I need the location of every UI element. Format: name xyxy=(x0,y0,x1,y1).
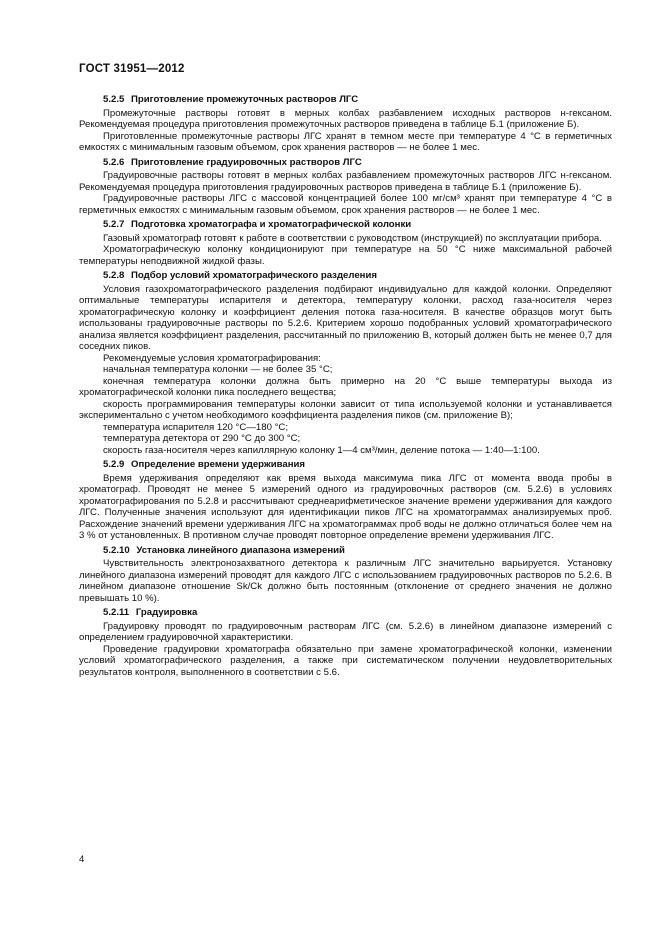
document-body xyxy=(79,94,612,678)
section-heading xyxy=(79,157,612,169)
section-title: Градуировка xyxy=(135,607,198,618)
section-5-2-5 xyxy=(79,94,612,154)
section-heading xyxy=(79,459,612,471)
section-5-2-7 xyxy=(79,219,612,267)
section-heading xyxy=(79,607,612,619)
section-title: Установка линейного диапазона измерений xyxy=(136,544,345,556)
section-5-2-6 xyxy=(79,157,612,217)
paragraph: скорость программирования температуры колонки зависит от типа используемой колонки и устанавливается экспериментально с учетом необходимого коэффициента разделения пиков (см. приложение В); xyxy=(79,398,612,421)
paragraph: Чувствительность электронозахватного детектора к различным ЛГС значительно варьируется. Установку линейного диапазона измерений проводят для каждого ЛГС с использованием градуировочных растворов по 5.2.6. В линейном диапазоне отношение Sk/Ck должно быть постоянным (отклонение от среднего значения не должно превышать 10 %). xyxy=(79,558,612,604)
section-heading xyxy=(79,270,612,282)
section-title: Подбор условий хроматографического разделения xyxy=(131,270,377,281)
paragraph: Градуировку проводят по градуировочным растворам ЛГС (см. 5.2.6) в линейном диапазоне измерений с определением градуировочной характеристики. xyxy=(79,620,612,643)
section-number: 5.2.6 xyxy=(103,156,125,168)
paragraph: Приготовленные промежуточные растворы ЛГС хранят в темном месте при температуре 4 °С в герметичных емкостях с минимальным газовым объемом, срок хранения растворов — не более 1 мес. xyxy=(79,130,612,153)
page-number: 4 xyxy=(79,854,85,865)
section-5-2-8 xyxy=(79,270,612,456)
section-number: 5.2.8 xyxy=(103,270,125,281)
paragraph: начальная температура колонки — не более 35 °С; xyxy=(103,364,333,375)
paragraph: Проведение градуировки хроматографа обязательно при замене хроматографической колонки, изменении условий хроматографического разделения, а также при систематическом получении неудовлетворительных результатов контроля, выполненного в соответствии с 5.6. xyxy=(79,643,612,678)
section-heading xyxy=(79,94,612,106)
paragraph: температура испарителя 120 °С—180 °С; xyxy=(103,421,289,433)
paragraph: Время удерживания определяют как время выхода максимума пика ЛГС от момента ввода пробы в хроматограф. Проводят не менее 5 измерений одного из градуировочных растворов (см. 5.2.6) в условиях хроматографирования по 5.2.8 и рассчитывают среднеарифметическое значение времени удерживания для каждого ЛГС. Полученные значения используют для идентификации пиков ЛГС на хроматограммах анализируемых проб. Расхождение значений времени удерживания ЛГС на хроматограммах проб воды не должно отличаться более чем на 3 % от установленных. В противном случае проводят повторное определение времени удерживания ЛГС. xyxy=(79,472,612,541)
paragraph: Газовый хроматограф готовят к работе в соответствии с руководством (инструкцией) по эксплуатации прибора. xyxy=(103,232,602,244)
paragraph: Условия газохроматографического разделения подбирают индивидуально для каждой колонки. Определяют оптимальные температуры испарителя и детектора, температуру колонки, расход газа-носителя через хроматографическую колонку и коэффициент деления потока газа-носителя. В качестве образцов могут быть использованы градуировочные растворы по 5.2.6. Критерием хорошо подобранных условий хроматографического анализа является коэффициент разделения, рассчитанный по приложению В, который должен быть не менее 0,7 для соседних пиков. xyxy=(79,283,612,352)
section-5-2-9 xyxy=(79,459,612,542)
section-number: 5.2.9 xyxy=(103,459,125,470)
paragraph: Хроматографическую колонку кондиционируют при температуре на 50 °С ниже максимальной рабочей температуры неподвижной жидкой фазы. xyxy=(79,244,612,267)
section-5-2-10 xyxy=(79,545,612,605)
section-heading xyxy=(79,545,612,557)
section-title: Подготовка хроматографа и хроматографической колонки xyxy=(131,219,412,230)
paragraph: температура детектора от 290 °С до 300 °С; xyxy=(103,433,301,444)
paragraph: Градуировочные растворы ЛГС с массовой концентрацией более 100 мг/см³ хранят при температуре 4 °С в герметичных емкостях с минимальным газовым объемом, срок хранения растворов — не более 1 мес. xyxy=(79,193,612,216)
paragraph: Градуировочные растворы готовят в мерных колбах разбавлением промежуточных растворов ЛГС н-гексаном. Рекомендуемая процедура приготовления градуировочных растворов приведена в таблице Б.1 (приложение Б). xyxy=(79,170,612,193)
section-number: 5.2.7 xyxy=(103,219,125,230)
section-number: 5.2.5 xyxy=(103,94,125,105)
paragraph: скорость газа-носителя через капиллярную колонку 1—4 см³/мин, деление потока — 1:40—1:100. xyxy=(103,444,540,456)
section-title: Определение времени удерживания xyxy=(131,459,306,470)
paragraph: Промежуточные растворы готовят в мерных колбах разбавлением исходных растворов н-гексаном. Рекомендуемая процедура приготовления промежуточных растворов приведена в таблице Б.1 (приложение Б). xyxy=(79,107,612,130)
section-5-2-11 xyxy=(79,607,612,678)
paragraph: Рекомендуемые условия хроматографирования: xyxy=(103,352,321,364)
section-number: 5.2.11 xyxy=(103,607,130,618)
section-heading xyxy=(79,219,612,231)
section-title: Приготовление промежуточных растворов ЛГС xyxy=(131,94,359,105)
paragraph: конечная температура колонки должна быть примерно на 20 °С выше температуры выхода из хроматографической колонки пика последнего вещества; xyxy=(79,375,612,398)
section-number: 5.2.10 xyxy=(103,544,130,556)
document-header: ГОСТ 31951—2012 xyxy=(79,63,185,75)
section-title: Приготовление градуировочных растворов ЛГС xyxy=(131,156,362,168)
